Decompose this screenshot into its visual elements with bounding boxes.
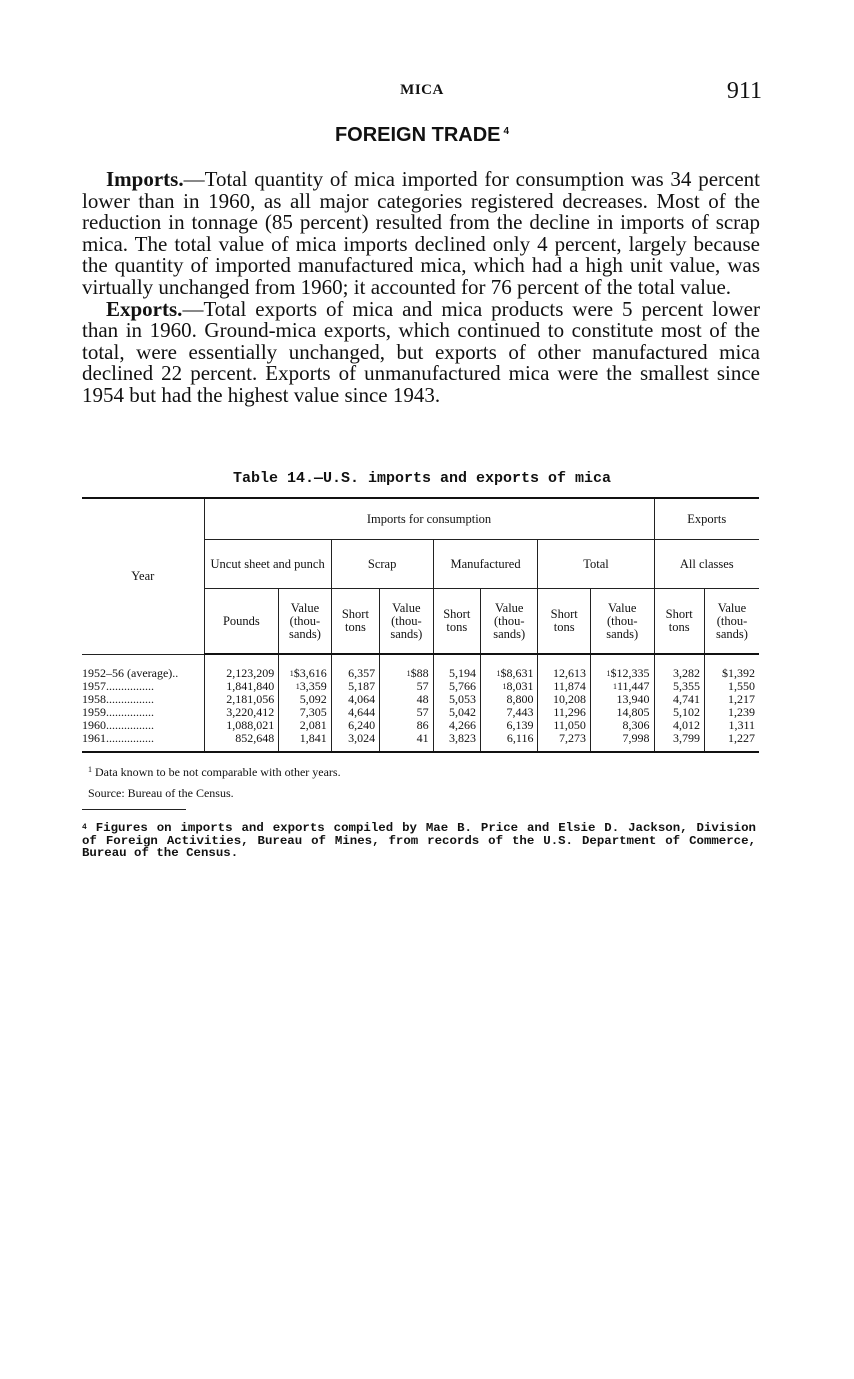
cell-total-tons-value: 12,613	[552, 666, 586, 680]
page-footnote-mark: 4	[82, 823, 87, 832]
section-title-text: FOREIGN TRADE	[334, 124, 501, 146]
cell-uncut-pounds-value: 1,841,840	[226, 679, 275, 693]
cell-export-tons-value: 4,012	[672, 718, 700, 732]
cell-total-value-value: $12,335	[610, 666, 650, 680]
cell-total-value	[590, 654, 654, 680]
cell-year-value: 1961................	[82, 731, 154, 745]
mica-trade-table	[82, 497, 759, 753]
cell-export-tons-value: 3,799	[672, 731, 700, 745]
cell-year-value: 1959................	[82, 705, 154, 719]
body-text	[82, 169, 760, 407]
table-row	[82, 732, 759, 752]
footnote-mark: 1	[295, 682, 300, 691]
table-footnote-text: Data known to be not comparable with other years.	[95, 765, 341, 779]
section-footnote-mark: 4	[503, 126, 510, 137]
imports-lead: Imports.	[106, 167, 184, 191]
cell-manufactured-value-value: 8,031	[506, 679, 534, 693]
header-short-tons: Short tons	[654, 589, 704, 655]
cell-scrap-value-value: $88	[410, 666, 429, 680]
cell-export-tons-value: 5,355	[672, 679, 700, 693]
footnote-mark: 1	[406, 669, 411, 678]
cell-export-tons	[654, 732, 704, 752]
cell-year-value: 1957................	[82, 679, 154, 693]
header-uncut: Uncut sheet and punch	[204, 540, 331, 589]
cell-uncut-pounds-value: 1,088,021	[226, 718, 275, 732]
cell-scrap-value-value: 57	[416, 705, 429, 719]
footnote-divider	[82, 809, 186, 810]
cell-export-value	[704, 732, 759, 752]
header-pounds: Pounds	[204, 589, 279, 655]
imports-paragraph	[82, 169, 760, 299]
page-number: 911	[726, 78, 762, 104]
cell-total-tons-value: 11,296	[553, 705, 586, 719]
cell-total-value	[590, 732, 654, 752]
running-head	[82, 78, 762, 108]
cell-scrap-tons-value: 6,357	[348, 666, 376, 680]
cell-manufactured-value-value: $8,631	[500, 666, 534, 680]
cell-scrap-value	[380, 732, 433, 752]
cell-uncut-pounds-value: 3,220,412	[226, 705, 275, 719]
cell-manufactured-value	[480, 654, 538, 680]
cell-export-value-value: 1,311	[728, 718, 755, 732]
cell-uncut-value-value: 5,092	[299, 692, 327, 706]
cell-manufactured-tons-value: 5,053	[448, 692, 476, 706]
header-all-classes: All classes	[654, 540, 759, 589]
page-footnote	[82, 822, 756, 860]
header-value: Value (thou-sands)	[380, 589, 433, 655]
cell-scrap-tons-value: 3,024	[348, 731, 376, 745]
cell-scrap-value-value: 86	[416, 718, 429, 732]
header-manufactured: Manufactured	[433, 540, 538, 589]
cell-year	[82, 732, 204, 752]
cell-year-value: 1952–56 (average)..	[82, 665, 179, 680]
running-head-title: MICA	[400, 82, 444, 98]
footnote-mark: 1	[289, 669, 294, 678]
page-footnote-text: Figures on imports and exports compiled by Mae B. Price and Elsie D. Jackson, Division of Foreign Activities, Bureau of Mines, from records of the U.S. Department of Commerce, Bureau of the Census.	[82, 821, 756, 861]
footnote-mark: 1	[606, 669, 611, 678]
cell-export-value-value: $1,392	[722, 666, 755, 680]
cell-export-tons-value: 5,102	[672, 705, 700, 719]
header-value: Value (thou-sands)	[590, 589, 654, 655]
cell-export-value-value: 1,550	[728, 679, 755, 693]
cell-total-value-value: 13,940	[616, 692, 650, 706]
header-short-tons: Short tons	[538, 589, 590, 655]
cell-export-tons-value: 4,741	[672, 692, 700, 706]
cell-manufactured-tons-value: 3,823	[448, 731, 476, 745]
cell-uncut-pounds-value: 2,181,056	[226, 692, 275, 706]
table-body	[82, 654, 759, 752]
table-caption: Table 14.—U.S. imports and exports of mica	[232, 470, 612, 487]
cell-scrap-tons-value: 5,187	[348, 679, 376, 693]
header-imports: Imports for consumption	[204, 498, 654, 540]
header-value: Value (thou-sands)	[480, 589, 538, 655]
header-short-tons: Short tons	[331, 589, 379, 655]
source-note: Source: Bureau of the Census.	[88, 786, 234, 800]
cell-total-tons-value: 11,874	[553, 679, 586, 693]
cell-export-value-value: 1,239	[728, 705, 755, 719]
cell-scrap-tons-value: 6,240	[348, 718, 376, 732]
cell-export-value-value: 1,217	[728, 692, 755, 706]
cell-export-tons	[654, 654, 704, 680]
cell-total-tons-value: 11,050	[553, 718, 586, 732]
cell-uncut-pounds-value: 2,123,209	[226, 666, 275, 680]
footnote-mark: 1	[496, 669, 501, 678]
cell-manufactured-tons	[433, 732, 480, 752]
cell-year	[82, 654, 204, 680]
cell-uncut-value-value: 2,081	[299, 718, 327, 732]
cell-scrap-value-value: 57	[416, 679, 429, 693]
cell-total-tons	[538, 732, 590, 752]
table-footnote-mark: 1	[88, 765, 92, 774]
cell-total-value-value: 7,998	[622, 731, 650, 745]
cell-scrap-tons	[331, 732, 379, 752]
header-value: Value (thou-sands)	[279, 589, 331, 655]
exports-text: —Total exports of mica and mica products were 5 percent lower than in 1960. Ground-mica exports, which continued to constitute most of the total, were essentially unchanged, but exports of other manufactured mica declined 22 percent. Exports of unmanufactured mica were the smallest since 1954 but had the highest value since 1943.	[82, 296, 760, 407]
footnote-mark: 1	[502, 682, 507, 691]
cell-total-tons-value: 10,208	[552, 692, 586, 706]
cell-uncut-value	[279, 732, 331, 752]
cell-total-tons	[538, 654, 590, 680]
header-year: Year	[82, 498, 204, 654]
cell-total-value-value: 8,306	[622, 718, 650, 732]
cell-scrap-tons-value: 4,064	[348, 692, 376, 706]
header-total: Total	[538, 540, 654, 589]
footnote-mark: 1	[612, 682, 617, 691]
table-footnote	[88, 765, 341, 780]
cell-uncut-value-value: 3,359	[299, 679, 327, 693]
cell-scrap-tons	[331, 654, 379, 680]
cell-export-value-value: 1,227	[728, 731, 755, 745]
cell-total-value-value: 11,447	[616, 679, 650, 693]
cell-manufactured-tons-value: 4,266	[448, 718, 476, 732]
cell-manufactured-value	[480, 732, 538, 752]
exports-lead: Exports.	[106, 296, 183, 321]
cell-year-value: 1958................	[82, 692, 154, 706]
cell-total-value-value: 14,805	[616, 705, 650, 719]
cell-scrap-value-value: 41	[416, 731, 429, 745]
exports-paragraph	[82, 296, 760, 407]
cell-manufactured-value-value: 7,443	[506, 705, 534, 719]
header-short-tons: Short tons	[433, 589, 480, 655]
cell-export-value	[704, 654, 759, 680]
cell-uncut-value-value: $3,616	[293, 666, 327, 680]
table-row	[82, 654, 759, 680]
section-title	[82, 124, 762, 147]
cell-year-value: 1960................	[82, 718, 154, 732]
cell-scrap-tons-value: 4,644	[348, 705, 376, 719]
cell-manufactured-tons-value: 5,194	[448, 666, 476, 680]
header-value: Value (thou-sands)	[704, 589, 759, 655]
cell-uncut-pounds	[204, 654, 279, 680]
header-exports: Exports	[654, 498, 759, 540]
cell-manufactured-tons-value: 5,766	[448, 679, 476, 693]
cell-uncut-pounds	[204, 732, 279, 752]
cell-total-tons-value: 7,273	[558, 731, 586, 745]
cell-manufactured-tons	[433, 654, 480, 680]
cell-uncut-value-value: 1,841	[299, 731, 327, 745]
cell-manufactured-value-value: 6,139	[506, 718, 534, 732]
imports-text: —Total quantity of mica imported for consumption was 34 percent lower than in 1960, as all major categories registered decreases. Most of the reduction in tonnage (85 percent) resulted from the decline in imports of scrap mica. The total value of mica imports declined only 4 percent, largely because the quantity of imported manufactured mica, which had a high unit value, was virtually unchanged from 1960; it accounted for 76 percent of the total value.	[82, 167, 760, 299]
cell-scrap-value-value: 48	[416, 692, 429, 706]
cell-export-tons-value: 3,282	[672, 666, 700, 680]
cell-uncut-value-value: 7,305	[299, 705, 327, 719]
header-scrap: Scrap	[331, 540, 433, 589]
cell-uncut-pounds-value: 852,648	[235, 731, 275, 745]
cell-uncut-value	[279, 654, 331, 680]
cell-manufactured-value-value: 6,116	[506, 731, 534, 745]
cell-manufactured-value-value: 8,800	[506, 692, 534, 706]
cell-scrap-value	[380, 654, 433, 680]
cell-manufactured-tons-value: 5,042	[448, 705, 476, 719]
